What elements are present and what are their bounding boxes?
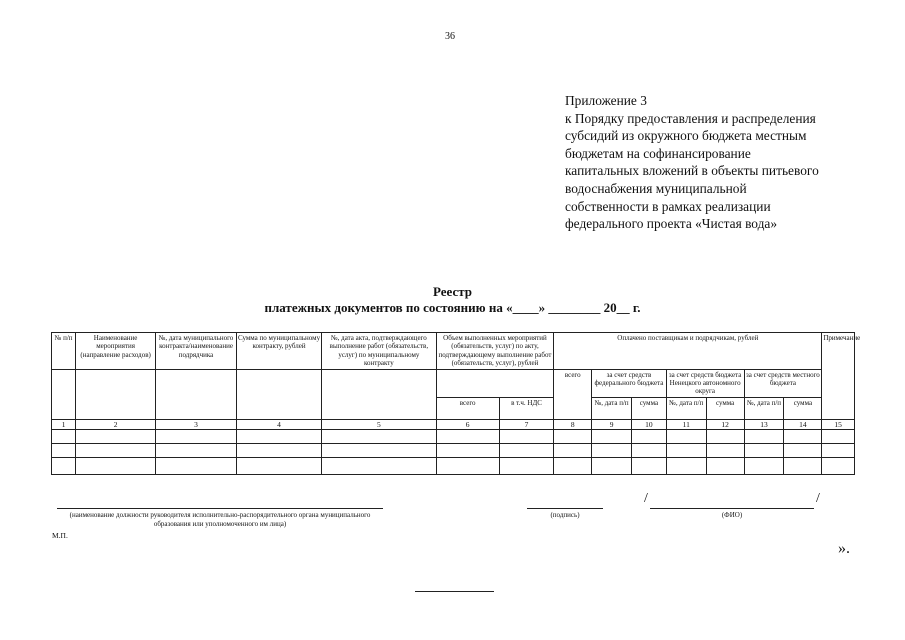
name-caption: (ФИО) xyxy=(721,511,743,519)
annex-line: субсидий из окружного бюджета местным xyxy=(565,128,807,144)
document-subtitle: платежных документов по состоянию на «____» ________ 20__ г. xyxy=(264,300,641,315)
page-number: 36 xyxy=(445,31,455,42)
header-paid-total: всего xyxy=(554,369,592,420)
signature-caption: (подпись) xyxy=(550,511,580,519)
column-number: 9 xyxy=(592,420,632,430)
header-pad xyxy=(236,370,321,398)
header-local: за счет средств местного бюджета xyxy=(744,369,822,397)
column-number: 11 xyxy=(666,420,706,430)
header-paid: Оплачено поставщикам и подрядчикам, рублей xyxy=(554,333,822,370)
header-contract: №, дата муниципального контракта/наименование подрядчика xyxy=(156,333,237,370)
name-slash-left: / xyxy=(644,491,648,506)
header-pad xyxy=(52,397,76,420)
header-local-doc: №, дата п/п xyxy=(744,397,784,420)
header-nenets-doc: №, дата п/п xyxy=(666,397,706,420)
column-number: 4 xyxy=(236,420,321,430)
annex-line: капитальных вложений в объекты питьевого xyxy=(565,163,819,179)
header-pad xyxy=(322,370,437,398)
name-line xyxy=(650,508,814,509)
header-pad xyxy=(156,397,237,420)
header-local-sum: сумма xyxy=(784,397,822,420)
document-title: Реестр xyxy=(432,284,472,299)
stamp-label: М.П. xyxy=(52,531,68,540)
header-pad xyxy=(156,370,237,398)
position-caption: (наименование должности руководителя исполнительно-распорядительного органа муниципального образования или уполномоченного им лица) xyxy=(69,511,371,528)
header-volume: Объем выполненных мероприятий (обязательств, услуг) по акту, подтверждающему выполнение работ (обязательств, услуг), рублей xyxy=(436,333,554,370)
name-slash-right: / xyxy=(816,491,820,506)
footer-divider xyxy=(415,591,494,592)
column-number: 12 xyxy=(706,420,744,430)
header-pad xyxy=(436,370,554,398)
column-number: 2 xyxy=(76,420,156,430)
table-row xyxy=(52,444,855,458)
annex-line: Приложение 3 xyxy=(565,93,647,108)
column-number: 3 xyxy=(156,420,237,430)
table-row xyxy=(52,430,855,444)
column-number: 6 xyxy=(436,420,499,430)
table-row xyxy=(52,458,855,475)
column-number: 8 xyxy=(554,420,592,430)
header-pad xyxy=(52,370,76,398)
header-federal-sum: сумма xyxy=(632,397,667,420)
annex-line: федерального проекта «Чистая вода» xyxy=(565,216,778,232)
header-number: № п/п xyxy=(52,333,76,370)
header-volume-total: всего xyxy=(436,397,499,420)
column-number: 15 xyxy=(822,420,855,430)
header-federal: за счет средств федерального бюджета xyxy=(592,369,667,397)
header-pad xyxy=(76,370,156,398)
column-number: 13 xyxy=(744,420,784,430)
header-nenets-sum: сумма xyxy=(706,397,744,420)
header-contract-sum: Сумма по муниципальному контракту, рублей xyxy=(236,333,321,370)
header-note: Примечание xyxy=(822,333,855,420)
signature-line xyxy=(527,508,603,509)
annex-line: собственности в рамках реализации xyxy=(565,198,771,214)
column-number: 10 xyxy=(632,420,667,430)
header-measure: Наименование мероприятия (направление расходов) xyxy=(76,333,156,370)
header-pad xyxy=(236,397,321,420)
header-federal-doc: №, дата п/п xyxy=(592,397,632,420)
column-number: 5 xyxy=(322,420,437,430)
annex-line: водоснабжения муниципальной xyxy=(565,180,747,196)
header-pad xyxy=(322,397,437,420)
annex-line: к Порядку предоставления и распределения xyxy=(565,110,816,126)
column-number: 7 xyxy=(499,420,554,430)
closing-quote: ». xyxy=(838,540,850,557)
column-number-row xyxy=(52,420,855,430)
header-pad xyxy=(76,397,156,420)
header-volume-vat: в т.ч. НДС xyxy=(499,397,554,420)
header-act: №, дата акта, подтверждающего выполнение работ (обязательств, услуг) по муниципальному контракту xyxy=(322,333,437,370)
annex-line: бюджетам на софинансирование xyxy=(565,145,751,161)
header-nenets: за счет средств бюджета Ненецкого автономного округа xyxy=(666,369,744,397)
column-number: 1 xyxy=(52,420,76,430)
registry-table xyxy=(51,332,861,475)
annex-header xyxy=(565,92,885,233)
column-number: 14 xyxy=(784,420,822,430)
position-line xyxy=(57,508,383,509)
